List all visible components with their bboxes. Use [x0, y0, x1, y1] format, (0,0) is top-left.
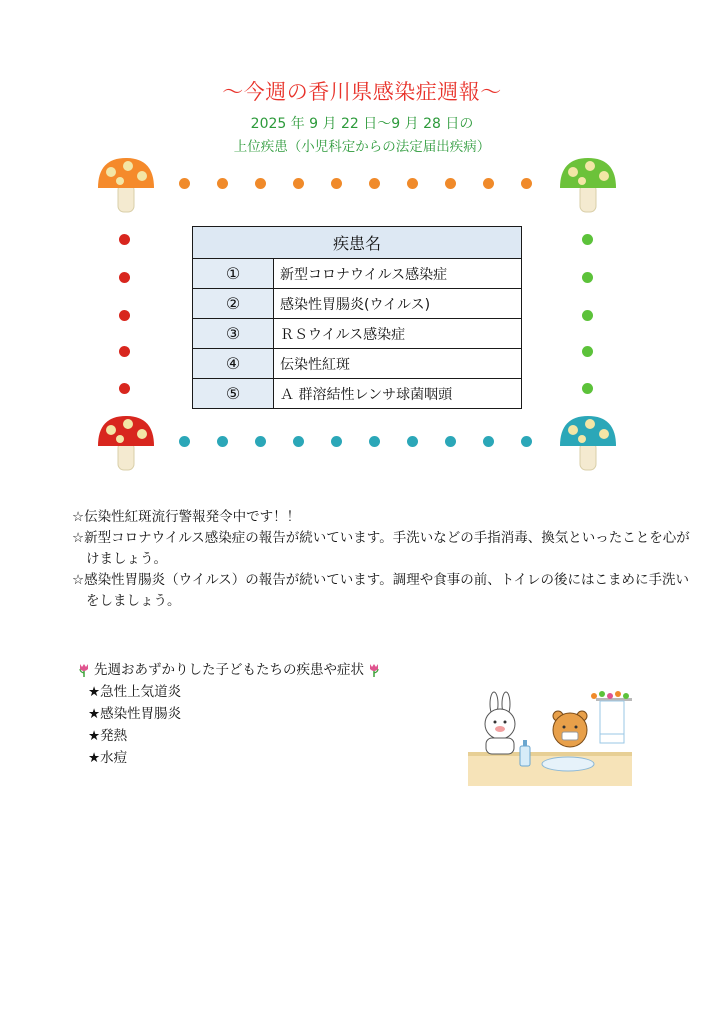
frame-dot — [217, 436, 228, 447]
notes-section — [72, 507, 692, 612]
frame-dot — [445, 178, 456, 189]
frame-dot — [582, 346, 593, 357]
frame-dot — [255, 436, 266, 447]
disease-table — [192, 226, 522, 409]
tulip-icon — [78, 663, 90, 677]
rank-cell: ④ — [193, 349, 274, 379]
frame-dot — [119, 383, 130, 394]
table-header: 疾患名 — [193, 227, 522, 259]
rank-cell: ② — [193, 289, 274, 319]
frame-dot — [582, 383, 593, 394]
table-row — [193, 259, 522, 289]
frame-dot — [119, 346, 130, 357]
note: ☆伝染性紅斑流行警報発令中です！！ — [72, 509, 301, 525]
list-item: ★急性上気道炎 — [88, 684, 182, 700]
handwashing-animals-illustration — [468, 688, 632, 786]
frame-dot — [445, 436, 456, 447]
subtitle: 上位疾患（小児科定からの法定届出疾病） — [233, 139, 491, 155]
frame-dot — [119, 272, 130, 283]
table-row — [193, 379, 522, 409]
frame-dot — [217, 178, 228, 189]
disease-name-cell: ＲＳウイルス感染症 — [274, 319, 522, 349]
frame-dot — [483, 436, 494, 447]
tulip-icon — [368, 663, 380, 677]
disease-name-cell: 感染性胃腸炎(ウイルス) — [274, 289, 522, 319]
rank-cell: ③ — [193, 319, 274, 349]
frame-dot — [582, 234, 593, 245]
last-week-heading: 先週おあずかりした子どもたちの疾患や症状 — [94, 662, 364, 678]
disease-name-cell: Ａ 群溶結性レンサ球菌咽頭 — [274, 379, 522, 409]
frame-dot — [179, 178, 190, 189]
disease-name-cell: 新型コロナウイルス感染症 — [274, 259, 522, 289]
table-row — [193, 349, 522, 379]
frame-dot — [369, 178, 380, 189]
note: ☆感染性胃腸炎（ウイルス）の報告が続いています。調理や食事の前、トイレの後にはこまめに手洗いをしましょう。 — [72, 572, 690, 609]
frame-dot — [407, 436, 418, 447]
frame-dot — [369, 436, 380, 447]
frame-dot — [483, 178, 494, 189]
mushroom-icon — [96, 412, 156, 472]
frame-dot — [119, 234, 130, 245]
page-title: ～今週の香川県感染症週報～ — [222, 80, 502, 104]
table-row — [193, 319, 522, 349]
symptom-list — [78, 681, 380, 769]
frame-dot — [521, 178, 532, 189]
frame-dot — [521, 436, 532, 447]
frame-dot — [582, 272, 593, 283]
frame-dot — [293, 436, 304, 447]
frame-dot — [331, 436, 342, 447]
table-header-row — [193, 227, 522, 259]
list-item: ★水痘 — [88, 750, 128, 766]
frame-dot — [179, 436, 190, 447]
list-item: ★発熱 — [88, 728, 128, 744]
disease-name-cell: 伝染性紅斑 — [274, 349, 522, 379]
last-week-section — [78, 659, 380, 769]
rank-cell: ① — [193, 259, 274, 289]
mushroom-icon — [96, 154, 156, 214]
last-week-heading-row — [78, 659, 380, 681]
date-range: 2025 年 9 月 22 日～9 月 28 日の — [250, 116, 474, 132]
table-row — [193, 289, 522, 319]
frame-dot — [407, 178, 418, 189]
note: ☆新型コロナウイルス感染症の報告が続いています。手洗いなどの手指消毒、換気といったことを心がけましょう。 — [72, 530, 690, 567]
frame-dot — [255, 178, 266, 189]
mushroom-icon — [558, 412, 618, 472]
list-item: ★感染性胃腸炎 — [88, 706, 182, 722]
mushroom-icon — [558, 154, 618, 214]
frame-dot — [119, 310, 130, 321]
frame-dot — [293, 178, 304, 189]
rank-cell: ⑤ — [193, 379, 274, 409]
frame-dot — [582, 310, 593, 321]
frame-dot — [331, 178, 342, 189]
